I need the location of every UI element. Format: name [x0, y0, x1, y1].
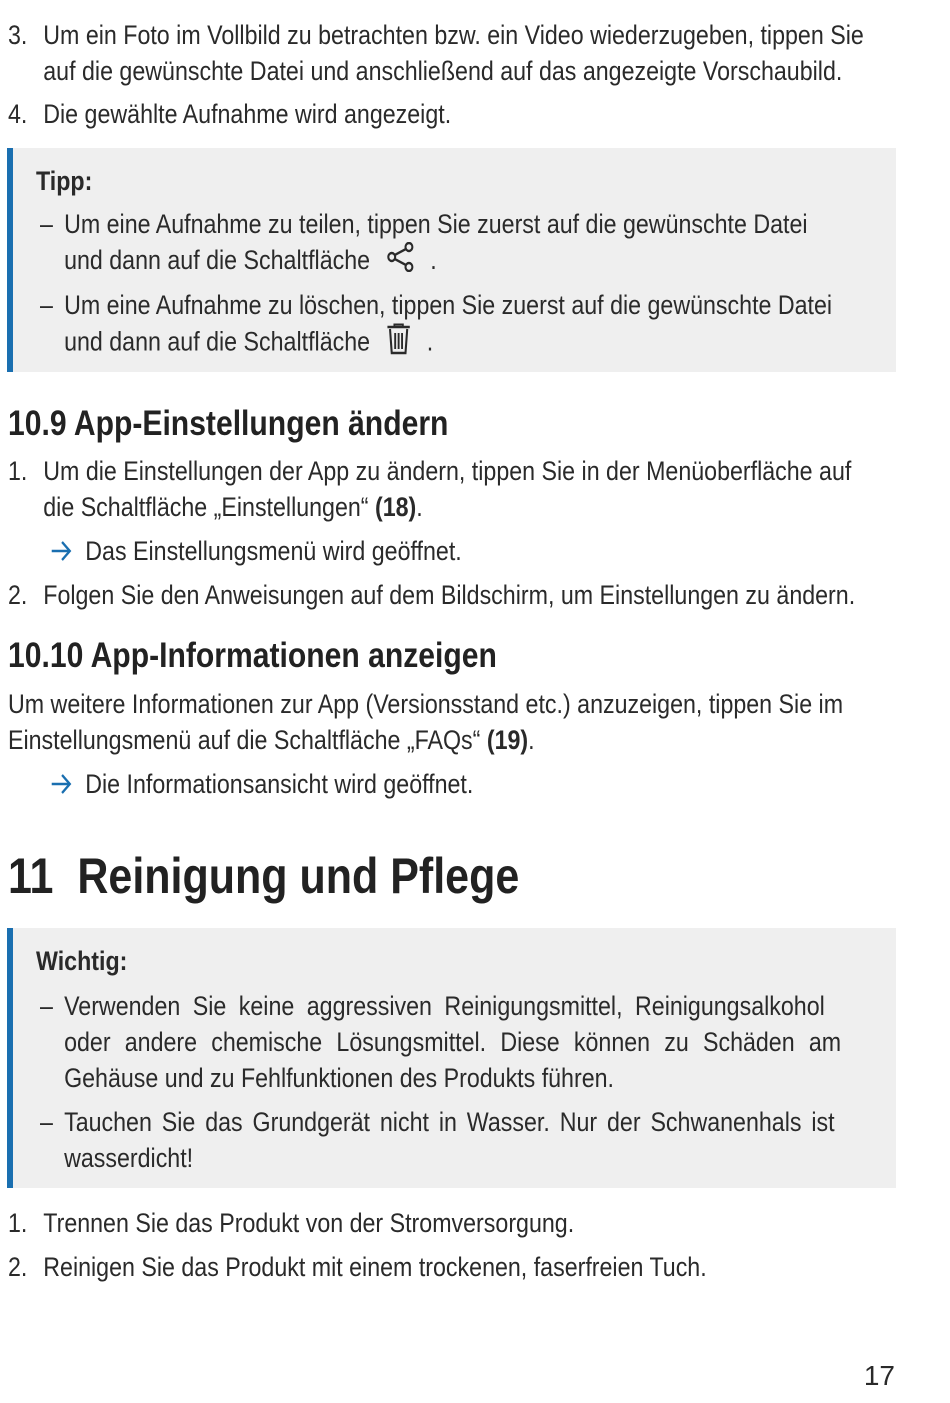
step-text-line: Reinigen Sie das Produkt mit einem trockenen, faserfreien Tuch. — [43, 1252, 707, 1282]
step-number: 3. — [8, 20, 28, 50]
share-icon — [386, 242, 415, 281]
step-text-line: Um die Einstellungen der App zu ändern, tippen Sie in der Menüoberfläche auf — [43, 456, 852, 486]
important-title: Wichtig: — [36, 946, 128, 976]
step-number: 4. — [8, 99, 28, 129]
step-text-line: Trennen Sie das Produkt von der Stromversorgung. — [43, 1208, 575, 1238]
arrow-right-icon — [50, 538, 72, 564]
bullet-dash: – — [40, 1107, 53, 1137]
bullet-dash: – — [40, 290, 53, 320]
bullet-text-line: oder andere chemische Lösungsmittel. Diese können zu Schäden am — [64, 1027, 842, 1057]
bullet-text-line: Um eine Aufnahme zu löschen, tippen Sie zuerst auf die gewünschte Datei — [64, 290, 833, 320]
paragraph-text-line: Einstellungsmenü auf die Schaltfläche „FAQs“ — [8, 725, 487, 755]
page-number: 17 — [863, 1360, 895, 1391]
reference-number: (19) — [486, 725, 529, 755]
step-text-line: auf die gewünschte Datei und anschließend auf das angezeigte Vorschaubild. — [43, 56, 843, 86]
bullet-dash: – — [40, 991, 53, 1021]
chapter-heading-11: 11 Reinigung und Pflege — [8, 848, 520, 904]
reference-number: (18) — [374, 492, 417, 522]
result-text: Die Informationsansicht wird geöffnet. — [85, 769, 474, 799]
bullet-text-line: und dann auf die Schaltfläche — [64, 245, 371, 275]
step-number: 1. — [8, 1208, 28, 1238]
bullet-text-line: wasserdicht! — [64, 1143, 194, 1173]
step-number: 2. — [8, 1252, 28, 1282]
tip-box — [7, 148, 896, 372]
paragraph-text-line: Um weitere Informationen zur App (Versionsstand etc.) anzuzeigen, tippen Sie im — [8, 689, 844, 719]
section-heading-10-9: 10.9 App-Einstellungen ändern — [8, 404, 449, 443]
step-text-line: Folgen Sie den Anweisungen auf dem Bildschirm, um Einstellungen zu ändern. — [43, 580, 856, 610]
bullet-end-punct: . — [430, 245, 437, 275]
bullet-text-line: Gehäuse und zu Fehlfunktionen des Produkts führen. — [64, 1063, 614, 1093]
bullet-text-line: und dann auf die Schaltfläche — [64, 326, 371, 357]
step-number: 2. — [8, 580, 28, 610]
important-box — [7, 928, 896, 1188]
paragraph-end-punct: . — [528, 725, 535, 755]
bullet-text-line: Tauchen Sie das Grundgerät nicht in Wasser. Nur der Schwanenhals ist — [64, 1107, 835, 1137]
step-text-line: die Schaltfläche „Einstellungen“ — [43, 492, 375, 522]
bullet-dash: – — [40, 209, 53, 239]
step-number: 1. — [8, 456, 28, 486]
section-heading-10-10: 10.10 App-Informationen anzeigen — [8, 636, 497, 675]
bullet-end-punct: . — [426, 326, 434, 357]
arrow-right-icon — [50, 771, 72, 797]
step-text-line: Um ein Foto im Vollbild zu betrachten bzw. ein Video wiederzugeben, tippen Sie — [43, 20, 864, 50]
step-end-punct: . — [416, 492, 423, 522]
trash-icon — [386, 323, 412, 364]
bullet-text-line: Verwenden Sie keine aggressiven Reinigungsmittel, Reinigungsalkohol — [64, 991, 825, 1021]
result-text: Das Einstellungsmenü wird geöffnet. — [85, 536, 462, 566]
step-text-line: Die gewählte Aufnahme wird angezeigt. — [43, 99, 452, 129]
tip-title: Tipp: — [36, 166, 93, 196]
bullet-text-line: Um eine Aufnahme zu teilen, tippen Sie zuerst auf die gewünschte Datei — [64, 209, 808, 239]
